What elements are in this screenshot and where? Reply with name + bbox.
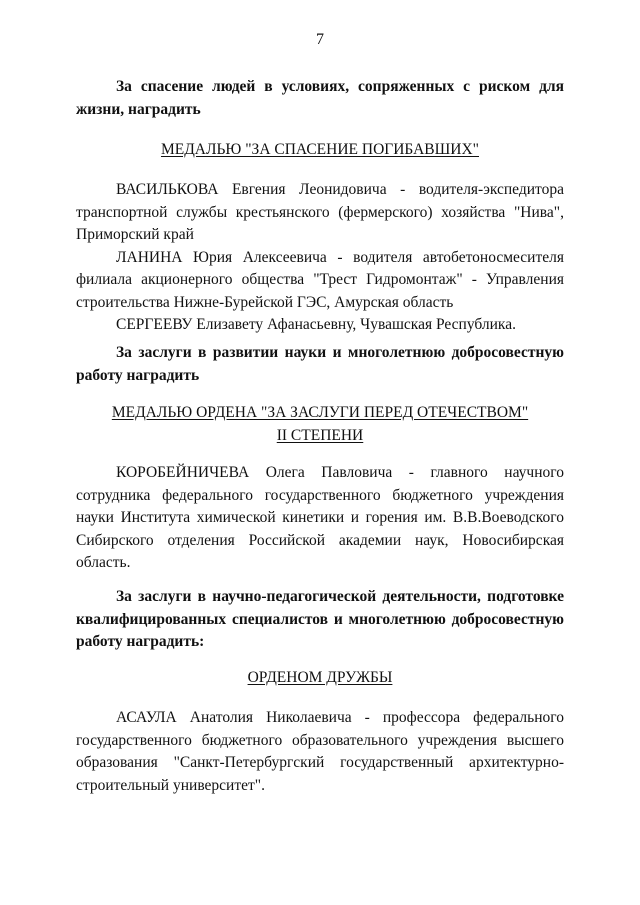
page-number: 7 <box>316 31 324 48</box>
section-1-award-title <box>76 139 564 162</box>
section-2-recipients <box>76 462 564 575</box>
recipient-entry: ЛАНИНА Юрия Алексеевича - водителя автобетоносмесителя филиала акционерного общества "Трест Гидромонтаж" - Управления строительства Нижне-Бурейской ГЭС, Амурская область <box>76 248 564 311</box>
recipient-entry: СЕРГЕЕВУ Елизавету Афанасьевну, Чувашская Республика. <box>116 316 516 333</box>
section-3-award-title <box>76 667 564 690</box>
section-3-intro: За заслуги в научно-педагогической деятельности, подготовке квалифицированных специалистов и многолетнюю добросовестную работу наградить: <box>76 588 564 650</box>
award-title-line: МЕДАЛЬЮ "ЗА СПАСЕНИЕ ПОГИБАВШИХ" <box>160 141 479 158</box>
section-1-intro: За спасение людей в условиях, сопряженных с риском для жизни, наградить <box>76 78 564 118</box>
recipient-entry: ВАСИЛЬКОВА Евгения Леонидовича - водителя-экспедитора транспортной службы крестьянского (фермерского) хозяйства "Нива", Приморский край <box>76 181 564 243</box>
recipient-entry: КОРОБЕЙНИЧЕВА Олега Павловича - главного научного сотрудника федерального государственного бюджетного учреждения науки Института химической кинетики и горения им. В.В.Воеводского Сибирского отделения Российской академии наук, Новосибирская область. <box>76 464 564 571</box>
recipient-entry: АСАУЛА Анатолия Николаевича - профессора федерального государственного бюджетного образовательного учреждения высшего образования "Санкт-Петербургский государственный архитектурно-строительный университет". <box>76 709 564 794</box>
award-title-line: II СТЕПЕНИ <box>276 426 364 444</box>
section-3-recipients <box>76 707 564 797</box>
award-title-line: ОРДЕНОМ ДРУЖБЫ <box>247 669 393 686</box>
award-title-line: МЕДАЛЬЮ ОРДЕНА "ЗА ЗАСЛУГИ ПЕРЕД ОТЕЧЕСТВОМ" <box>111 404 529 421</box>
section-2-award-title <box>76 402 564 447</box>
section-2-intro: За заслуги в развитии науки и многолетнюю добросовестную работу наградить <box>76 344 564 384</box>
section-1-recipients <box>76 179 564 337</box>
